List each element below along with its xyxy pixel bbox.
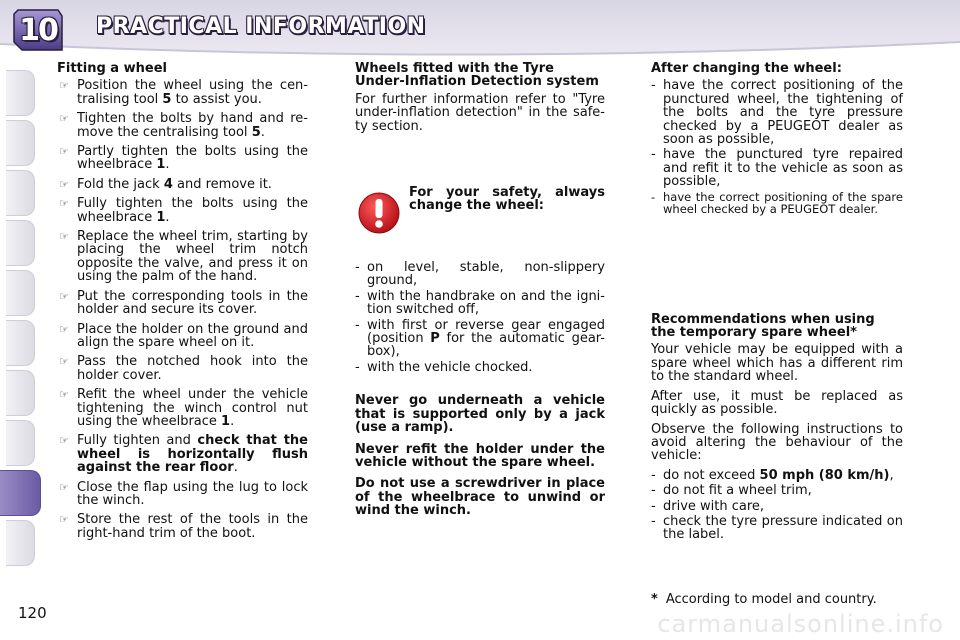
- pointing-hand-icon: ☞: [59, 112, 69, 126]
- condition-text: with the handbrake on and the igni-tion switched off,: [367, 288, 605, 318]
- step-text: and remove it.: [172, 176, 272, 192]
- list-item: [57, 323, 308, 350]
- list-item: [57, 388, 308, 428]
- chapter-tab[interactable]: [6, 170, 35, 216]
- step-text: Close the flap using the lug to lock the winch.: [77, 479, 308, 508]
- watermark: carmanualsonline.info: [657, 610, 944, 638]
- list-item: [651, 484, 903, 497]
- list-item: [355, 290, 605, 317]
- chapter-tab[interactable]: [6, 270, 35, 316]
- pointing-hand-icon: ☞: [59, 434, 69, 448]
- list-item: [651, 500, 903, 513]
- footnote: [651, 592, 911, 607]
- step-text: to assist you.: [171, 91, 262, 107]
- step-text-bold: 5: [251, 124, 261, 140]
- list-item: [57, 290, 308, 317]
- warning-paragraph: Never refit the holder under the vehicle without the spare wheel.: [355, 441, 605, 470]
- pointing-hand-icon: ☞: [59, 79, 69, 93]
- step-text: Tighten the bolts by hand and re-move the centralising tool: [77, 111, 308, 140]
- list-item: [57, 145, 308, 172]
- condition-text: for the automatic gear-box),: [367, 331, 606, 360]
- condition-text: with the vehicle chocked.: [367, 359, 533, 375]
- column-fitting-wheel: [57, 62, 308, 546]
- pointing-hand-icon: ☞: [59, 230, 69, 244]
- list-item: [651, 515, 903, 542]
- step-text: Place the holder on the ground and align the spare wheel on it.: [77, 321, 308, 350]
- rec-paragraph: Your vehicle may be equipped with a spare wheel which has a different rim to the standard wheel.: [651, 342, 903, 385]
- column-after-changing: [651, 62, 903, 548]
- page-title: PRACTICAL INFORMATION: [96, 14, 426, 39]
- after-list: [651, 79, 903, 214]
- list-item: [57, 230, 308, 284]
- exclamation-icon: [357, 191, 401, 235]
- column-tyre-detection: [355, 62, 605, 526]
- section-heading: After changing the wheel:: [651, 61, 842, 76]
- step-text: Replace the wheel trim, starting by placing the wheel trim notch opposite the valve, and press it on using the palm of the hand.: [77, 229, 308, 285]
- list-item: [57, 355, 308, 382]
- step-text: Refit the wheel under the vehicle tightening the winch control nut using the wheelbrace: [77, 387, 308, 429]
- conditions-list: [355, 261, 605, 374]
- chapter-number: 10: [19, 12, 57, 48]
- rec-item-text-bold: 50 mph (80 km/h): [759, 467, 890, 483]
- intro-paragraph: For further information refer to "Tyre under-inflation detection" in the safe-ty section.: [355, 91, 605, 134]
- pointing-hand-icon: ☞: [59, 322, 69, 336]
- section-heading: Fitting a wheel: [57, 61, 167, 76]
- pointing-hand-icon: ☞: [59, 197, 69, 211]
- step-text: Fully tighten and: [77, 433, 198, 449]
- step-text-bold: check that the wheel is horizontally flush against the rear floor: [77, 433, 308, 476]
- step-text: Position the wheel using the cen-tralising tool: [77, 78, 308, 107]
- chapter-tab[interactable]: [6, 520, 35, 566]
- step-text-bold: 1: [156, 157, 166, 173]
- pointing-hand-icon: ☞: [59, 177, 69, 191]
- header-wave-decoration: [0, 40, 960, 62]
- step-text: Fully tighten the bolts using the wheelbrace: [77, 196, 308, 225]
- list-item: [57, 513, 308, 540]
- footnote-star: *: [651, 592, 658, 607]
- step-text-bold: 5: [162, 91, 172, 107]
- list-item: [355, 361, 605, 374]
- chapter-tab[interactable]: [6, 120, 35, 166]
- pointing-hand-icon: ☞: [59, 289, 69, 303]
- list-item: - have the correct positioning of the spare wheel checked by a PEUGEOT dealer.: [651, 191, 903, 215]
- step-text: Fold the jack: [77, 176, 164, 192]
- pointing-hand-icon: ☞: [59, 388, 69, 402]
- rec-item-text: do not fit a wheel trim,: [663, 483, 812, 499]
- step-text: Store the rest of the tools in the right-hand trim of the boot.: [77, 512, 308, 541]
- section-heading: Recommendations when using the temporary spare wheel*: [651, 311, 875, 341]
- list-item: [57, 178, 308, 191]
- chapter-tab[interactable]: [6, 320, 35, 366]
- condition-text: with first or reverse gear engaged (position: [367, 317, 605, 347]
- warning-paragraph: Do not use a screwdriver in place of the wheelbrace to unwind or wind the winch.: [355, 476, 605, 519]
- page-header: [0, 0, 960, 58]
- rec-list: [651, 469, 903, 542]
- chapter-tab-active[interactable]: [0, 470, 41, 516]
- pointing-hand-icon: ☞: [59, 513, 69, 527]
- rec-item-text: do not exceed: [663, 467, 760, 483]
- step-text: Pass the notched hook into the holder cover.: [77, 354, 308, 383]
- rec-item-text: ,: [889, 467, 894, 483]
- step-text-bold: 4: [163, 176, 173, 192]
- footnote-text: According to model and country.: [665, 592, 877, 607]
- list-item: [355, 319, 605, 359]
- list-item: [57, 112, 308, 139]
- fitting-steps-list: [57, 79, 308, 540]
- step-text: Put the corresponding tools in the holder and secure its cover.: [77, 288, 308, 318]
- section-heading: Wheels fitted with the Tyre Under-Inflation Detection system: [355, 61, 599, 90]
- list-item: [57, 197, 308, 224]
- page-number: 120: [18, 604, 47, 622]
- step-text: Partly tighten the bolts using the wheelbrace: [77, 144, 308, 173]
- step-text: .: [165, 209, 170, 225]
- step-text: .: [230, 413, 235, 429]
- rec-item-text: check the tyre pressure indicated on the label.: [663, 513, 903, 543]
- warning-paragraph: Never go underneath a vehicle that is supported only by a jack (use a ramp).: [355, 393, 605, 436]
- list-item: [57, 481, 308, 508]
- step-text-bold: 1: [221, 413, 231, 429]
- list-item: - have the correct positioning of the punctured wheel, the tightening of the bolts and the tyre pressure checked by a PEUGEOT dealer as soon as possible,: [651, 79, 903, 146]
- rec-item-text: drive with care,: [663, 498, 765, 514]
- step-text: .: [165, 157, 170, 173]
- warning-title: For your safety, always change the wheel:: [409, 185, 605, 214]
- chapter-tab[interactable]: [6, 420, 35, 466]
- list-item: [355, 261, 605, 288]
- condition-text-bold: P: [430, 331, 440, 347]
- list-item: [57, 79, 308, 106]
- rec-paragraph: After use, it must be replaced as quickly as possible.: [651, 388, 903, 418]
- safety-warning: [355, 183, 605, 243]
- step-text: .: [260, 124, 265, 140]
- step-text: .: [233, 460, 238, 476]
- pointing-hand-icon: ☞: [59, 480, 69, 494]
- list-item: [57, 434, 308, 474]
- warnings-block: [355, 394, 605, 517]
- list-item: - have the punctured tyre repaired and refit it to the vehicle as soon as possible,: [651, 148, 903, 188]
- pointing-hand-icon: ☞: [59, 145, 69, 159]
- chapter-tab[interactable]: [6, 370, 35, 416]
- step-text-bold: 1: [156, 209, 166, 225]
- chapter-tab-strip: [0, 60, 40, 580]
- rec-paragraph: Observe the following instructions to avoid altering the behaviour of the vehicle:: [651, 421, 903, 464]
- condition-text: on level, stable, non-slippery ground,: [367, 260, 605, 289]
- list-item: [651, 469, 903, 482]
- chapter-tab[interactable]: [6, 220, 35, 266]
- pointing-hand-icon: ☞: [59, 355, 69, 369]
- chapter-tab[interactable]: [6, 70, 35, 116]
